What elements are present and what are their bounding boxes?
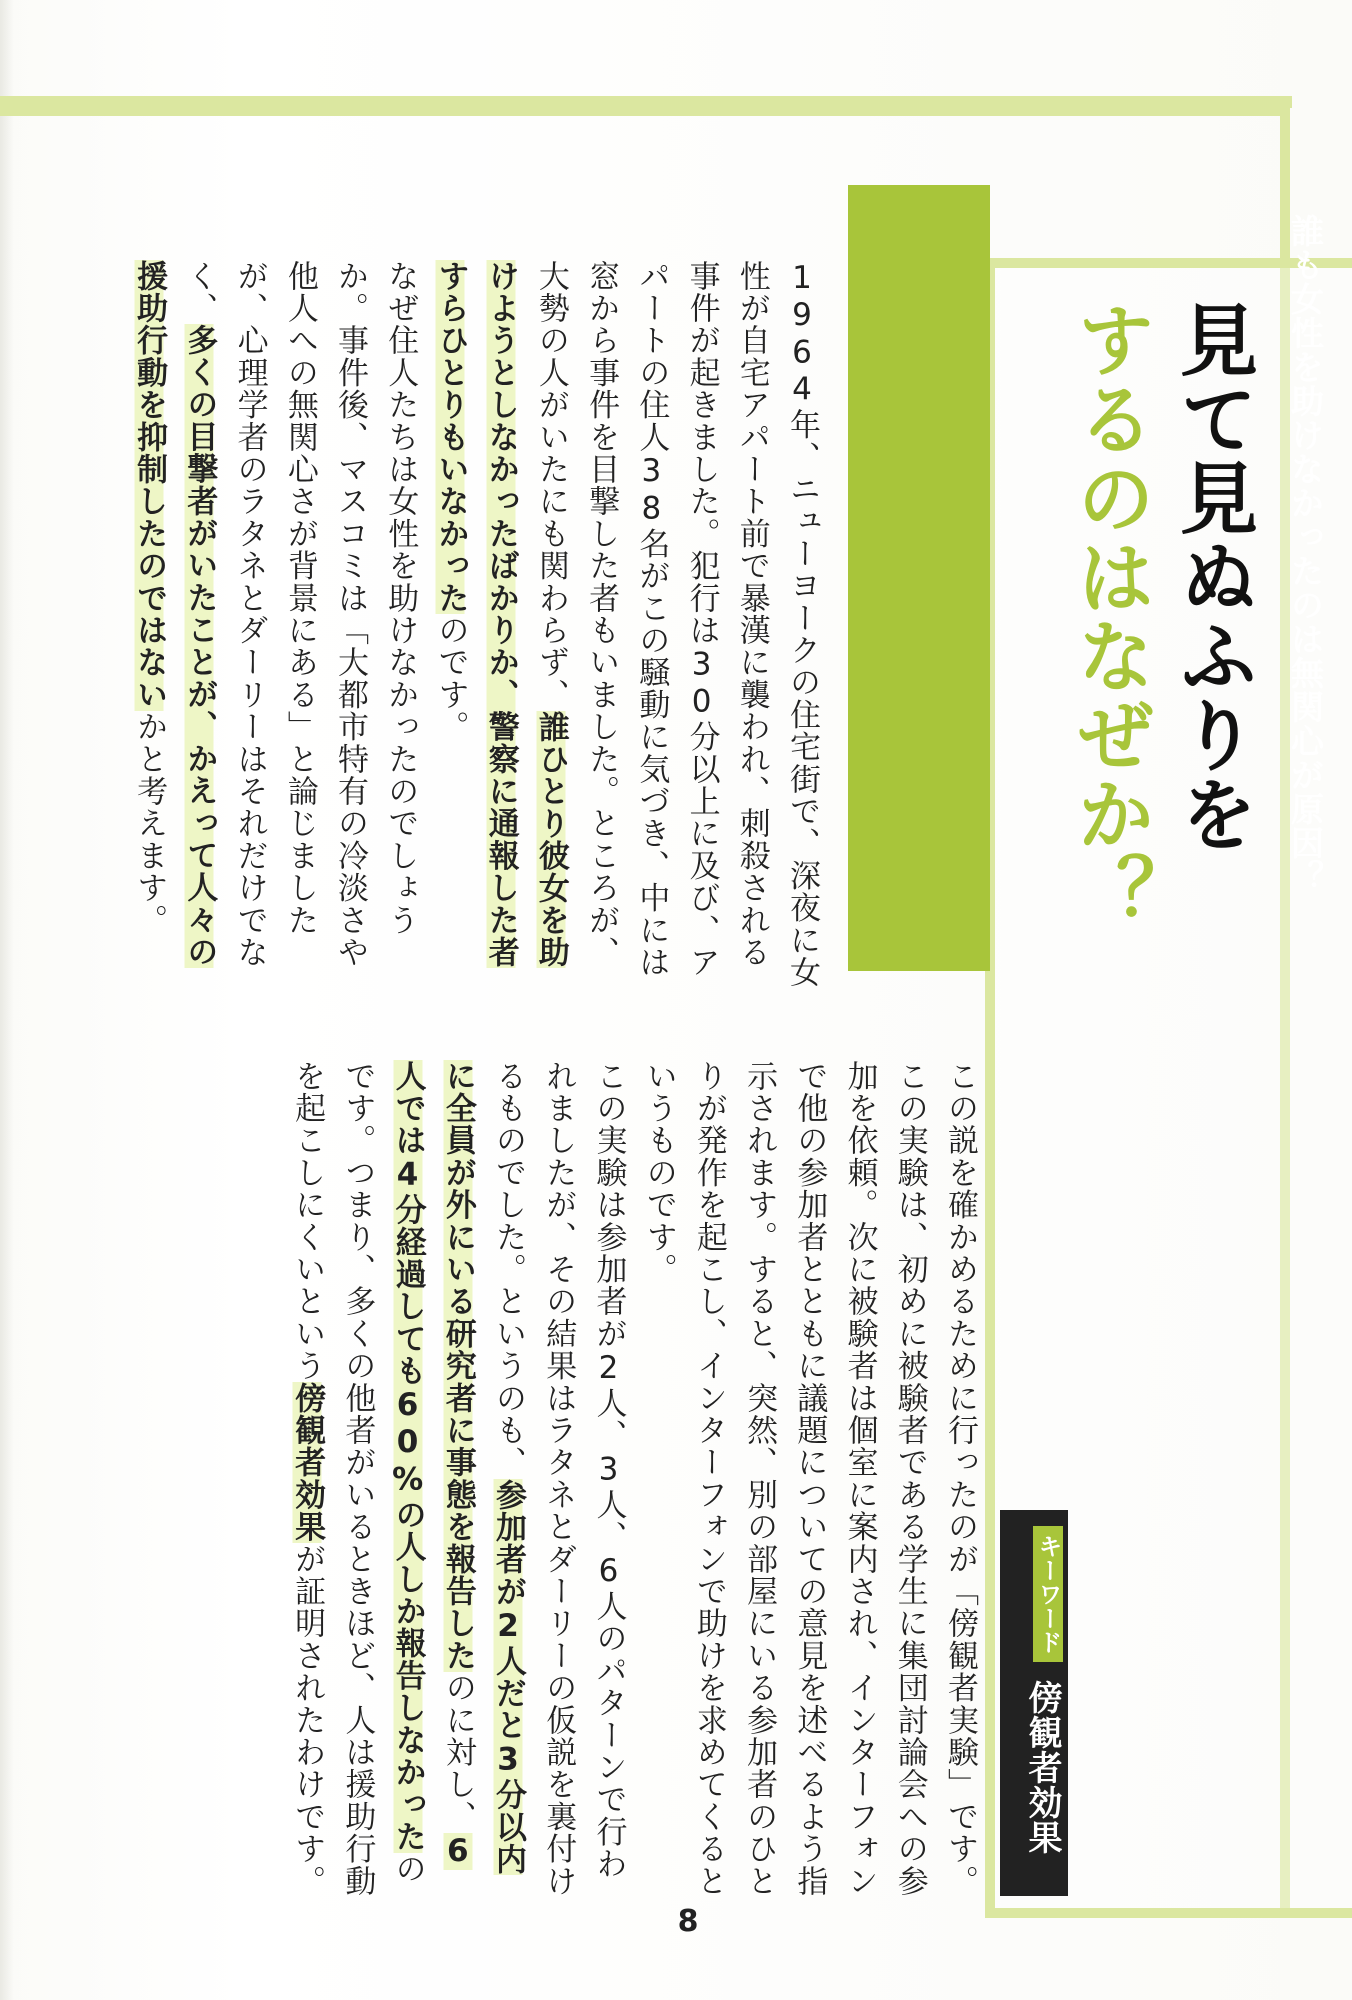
upper-body-text bbox=[124, 260, 827, 1000]
body-text: のです。つまり、多くの他者がいるときほど、人は援助行動を起こしにくいという bbox=[289, 1060, 426, 1898]
page-edge-shadow bbox=[0, 0, 14, 2000]
keyword-label: キーワード bbox=[1033, 1526, 1063, 1662]
green-frame-top bbox=[0, 108, 1280, 116]
body-paragraph bbox=[633, 1060, 985, 1900]
body-text: この説を確かめるために行ったのが「傍観者実験」です。この実験は、初めに被験者である学生に集団討論会への参加を依頼。次に被験者は個室に案内され、インターフォンで他の参加者とともに議題についての意見を述べるよう指示されます。すると、突然、別の部屋にいる参加者のひとりが発作を起こし、インターフォンで助けを求めてくるというものです。 bbox=[640, 1060, 978, 1898]
highlighted-text: 多くの目撃者がいたことが、かえって人々の援助行動を抑制したのではない bbox=[131, 260, 218, 969]
body-text: かと考えます。 bbox=[131, 710, 168, 937]
body-text: なぜ住人たちは女性を助けなかったのでしょうか。事件後、マスコミは「大都市特有の冷淡さや他人への無関心さが背景にある」と論じましたが、心理学者のラタネとダーリーはそれだけでなく、 bbox=[181, 260, 419, 969]
highlighted-text: 参加者が2人だと3分以内に全員が外にいる研究者に事態を報告した bbox=[439, 1060, 527, 1876]
body-paragraph bbox=[282, 1060, 634, 1900]
keyword-title: 傍観者効果 bbox=[1022, 1680, 1062, 1855]
highlighted-text: 6人では4分経過しても60%の人しか報告しなかった bbox=[389, 1060, 476, 1871]
body-paragraph bbox=[124, 260, 425, 1000]
page-title-accent: するのはなぜか？ bbox=[1064, 300, 1154, 932]
body-text: この実験は参加者が2人、3人、6人のパターンで行われましたが、その結果はラタネとダーリーの仮説を裏付けるものでした。というのも、 bbox=[490, 1060, 627, 1898]
body-text: のに対し、 bbox=[439, 1671, 476, 1833]
section-subhead: 誰も女性を助けなかったのは無関心が原因？ bbox=[1286, 214, 1325, 894]
highlighted-text: 誰ひとり彼女を助けようとしなかったばかりか、警察に通報した者すらひとりもいなかった bbox=[432, 260, 569, 969]
body-paragraph bbox=[425, 260, 827, 1000]
body-text: のです。 bbox=[432, 614, 469, 744]
top-green-rule bbox=[0, 96, 1292, 108]
subhead-box bbox=[848, 185, 990, 971]
highlighted-text: 傍観者効果 bbox=[289, 1382, 326, 1543]
page-title-main: 見て見ぬふりを bbox=[1167, 300, 1257, 853]
body-text: が証明されたわけです。 bbox=[289, 1543, 326, 1898]
lower-body-text bbox=[282, 1060, 985, 1900]
body-text: 1964年、ニューヨークの住宅街で、深夜に女性が自宅アパート前で暴漢に襲われ、刺殺される事件が起きました。犯行は30分以上に及び、アパートの住人38名がこの騒動に気づき、中には窓から事件を目撃した者もいました。ところが、大勢の人がいたにも関わらず、 bbox=[532, 260, 820, 989]
page-number: 8 bbox=[677, 1904, 699, 1939]
